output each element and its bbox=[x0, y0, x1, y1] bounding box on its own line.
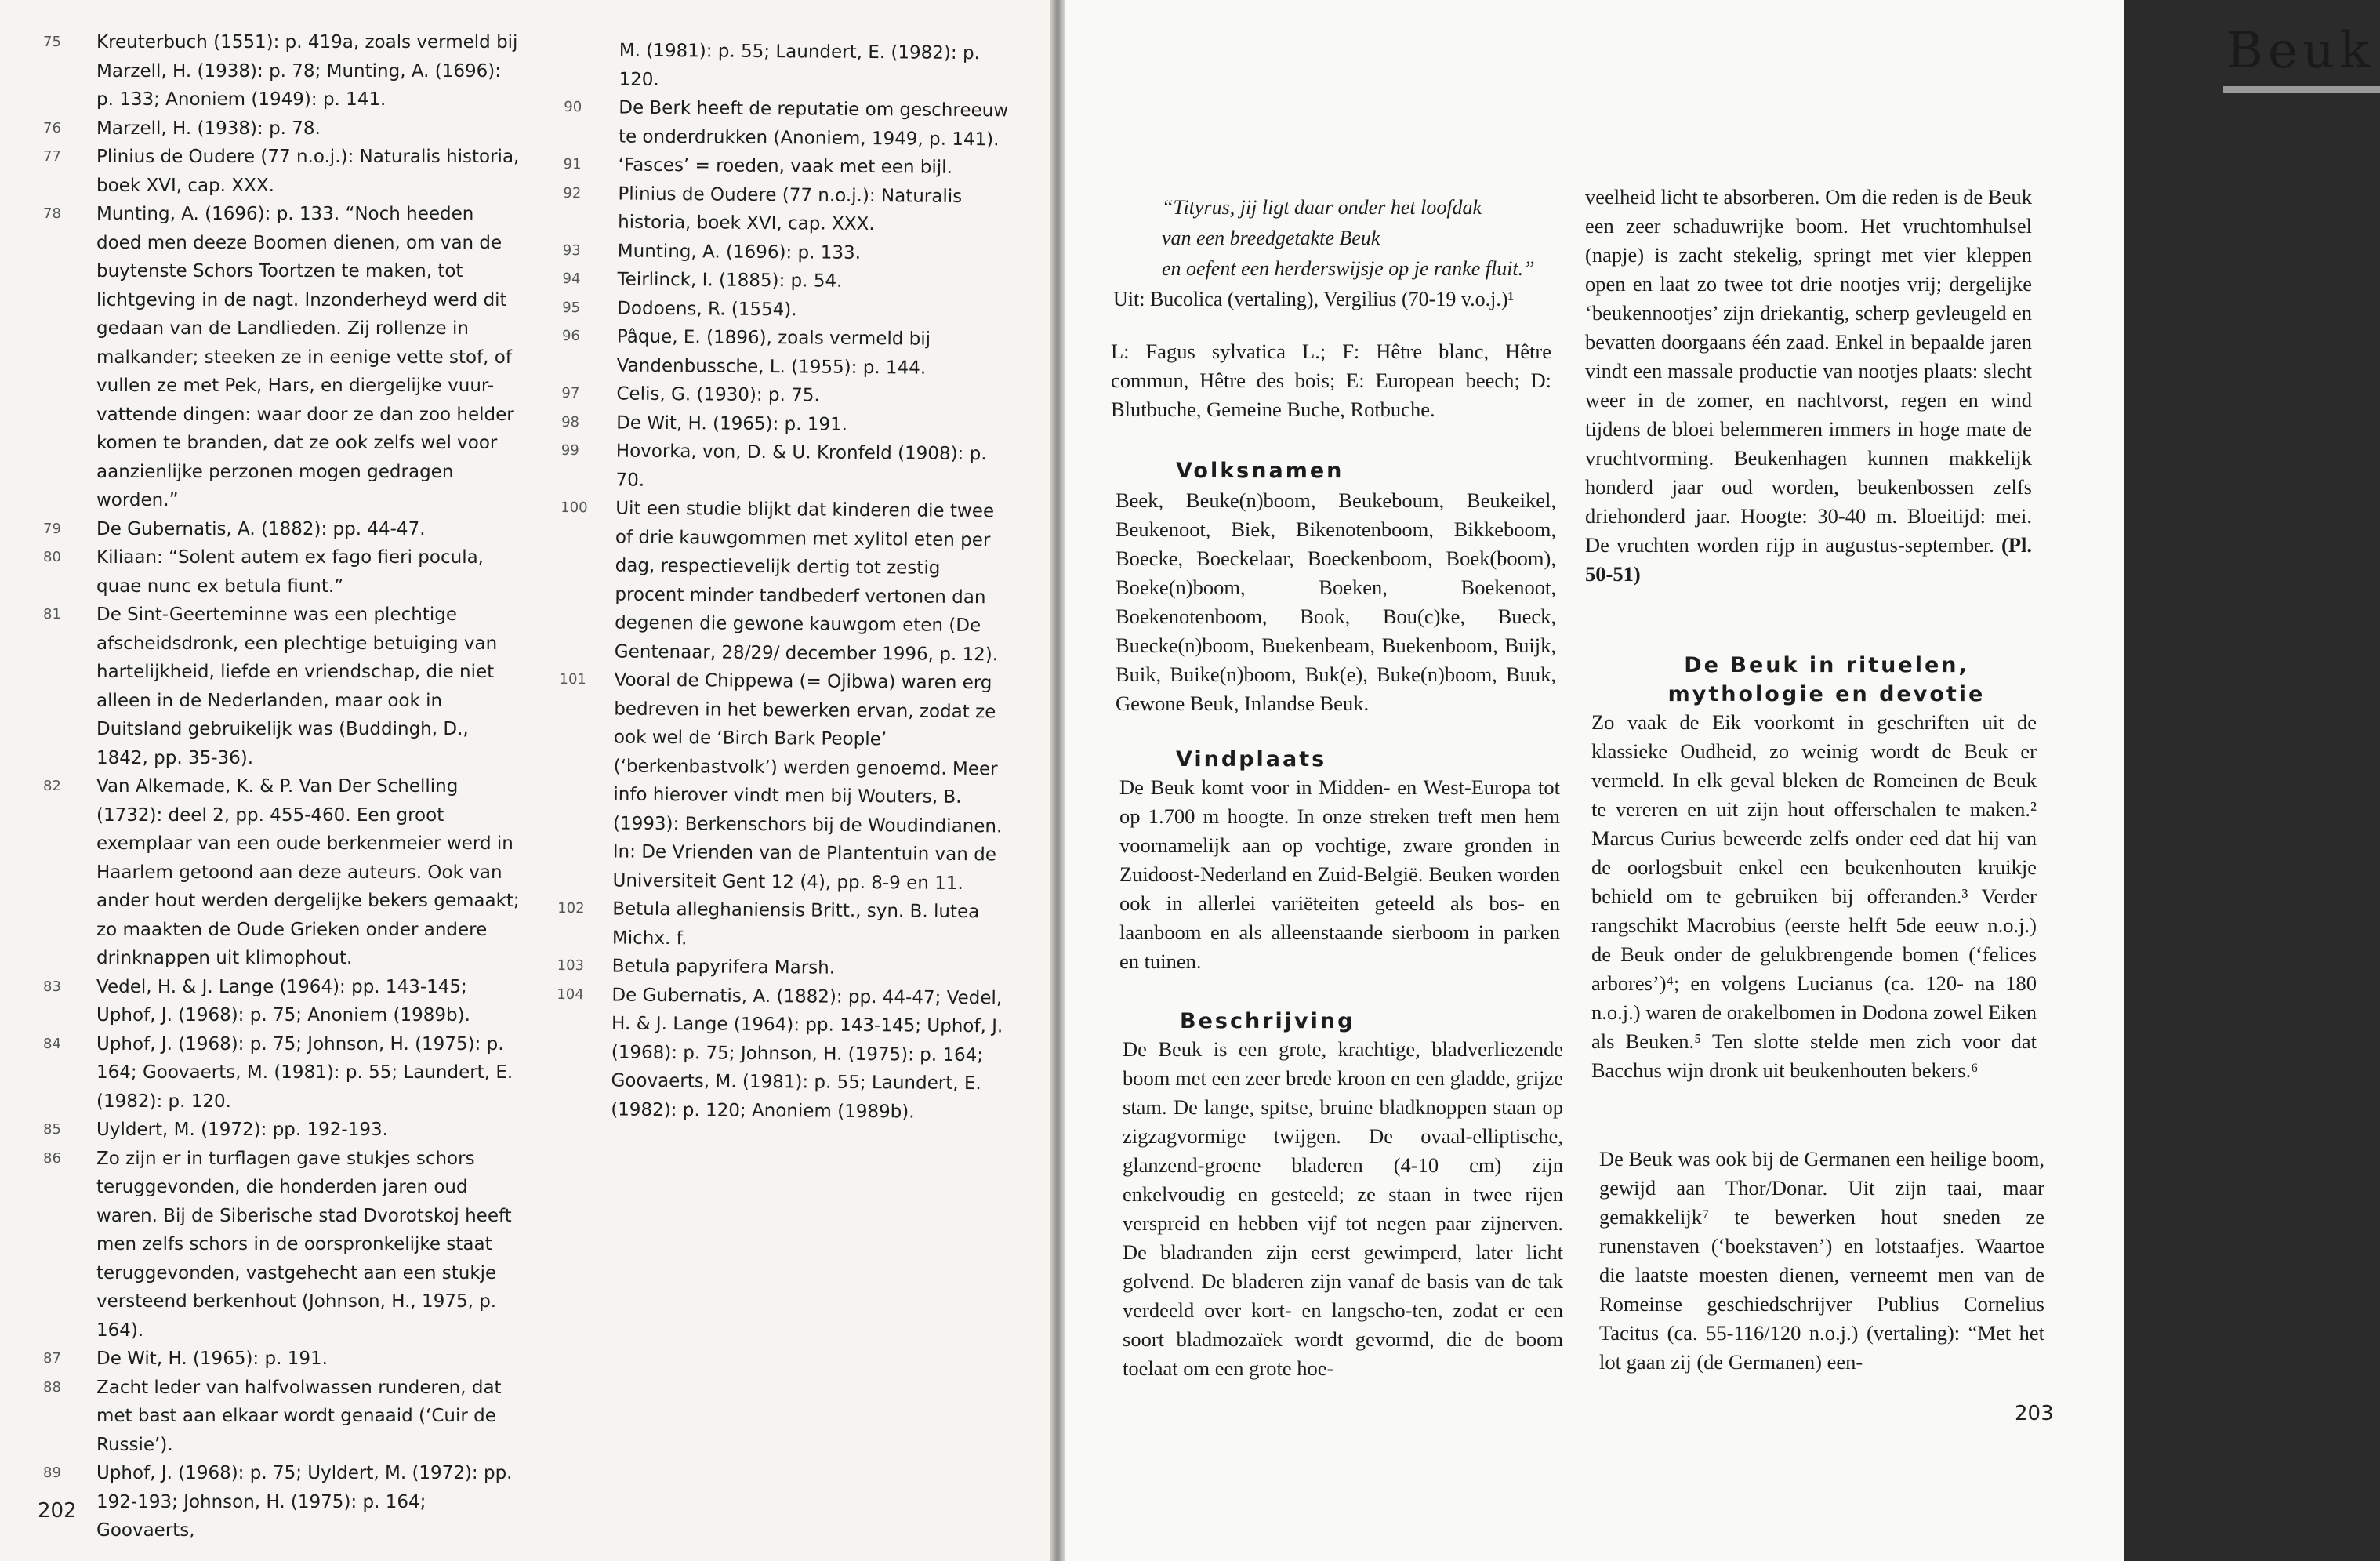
page-number-right: 203 bbox=[2015, 1402, 2054, 1425]
book-gutter bbox=[1050, 0, 1065, 1561]
footnote-number: 97 bbox=[561, 384, 580, 402]
epigraph-line: en oefent een herderswijsje op je ranke fluit.” bbox=[1162, 257, 1535, 280]
footnote-number: 104 bbox=[557, 986, 584, 1003]
footnote-number: 95 bbox=[562, 299, 581, 316]
footnote bbox=[43, 543, 521, 601]
volksnamen-text: Beek, Beuke(n)boom, Beukeboum, Beukeikel, Beukenoot, Biek, Bikenotenboom, Bikkeboom, Boecke, Boeckelaar, Boeckenboom, Boek(boom), Boeke(n)boom, Boeken, Boekenoot, Boekenotenboom, Book, Bou(c)ke, Bueck, Buecke(n)boom, Buekenbeam, Buekenboom, Buijk, Buik, Buike(n)boom, Buk(e), Buke(n)boom, Buuk, Gewone Beuk, Inlandse Beuk. bbox=[1116, 488, 1556, 715]
footnote-text: De Sint-Geerteminne was een plechtige afscheidsdronk, een plechtige betuiging van hartelijkheid, liefde en vriendschap, die niet alleen in de Nederlanden, maar ook in Duitsland gebruikelijk was (Buddingh, D., 1842, pp. 35-36). bbox=[96, 604, 498, 768]
footnote-text: De Gubernatis, A. (1882): pp. 44-47. bbox=[96, 518, 426, 539]
footnote-number: 102 bbox=[557, 899, 585, 917]
title-underline bbox=[2223, 86, 2380, 93]
volksnamen-text-block bbox=[1116, 486, 1556, 718]
vindplaats-text: De Beuk komt voor in Midden- en West-Europa tot op 1.700 m hoogte. In onze streken treft men hem voornamelijk aan op vochtige, zware gronden in Zuidoost-Nederland en Zuid-België. Beuken worden ook in allerlei variëteiten geteeld als bos- en laanboom en als alleenstaande sierboom in parken en tuinen. bbox=[1119, 775, 1560, 973]
section-heading-rituelen bbox=[1646, 651, 2007, 709]
epigraph-line: “Tityrus, jij ligt daar onder het loofdak bbox=[1162, 196, 1482, 219]
footnote-text: Vedel, H. & J. Lange (1964): pp. 143-145; Uphof, J. (1968): p. 75; Anoniem (1989b). bbox=[96, 976, 470, 1026]
footnote-text: Uphof, J. (1968): p. 75; Johnson, H. (1975): p. 164; Goovaerts, M. (1981): p. 55; Laundert, E. (1982): p. 120. bbox=[96, 1033, 513, 1112]
section-heading-line: De Beuk in rituelen, bbox=[1684, 653, 1969, 677]
footnote bbox=[43, 515, 521, 544]
footnote-number: 84 bbox=[43, 1035, 61, 1052]
footnote-text: De Gubernatis, A. (1882): pp. 44-47; Vedel, H. & J. Lange (1964): pp. 143-145; Uphof, J. (1968): p. 75; Johnson, H. (1975): p. 164; Goovaerts, M. (1981): p. 55; Laundert, E. (1982): p. 120; Anoniem (1989b). bbox=[611, 984, 1003, 1123]
footnote-number: 75 bbox=[43, 34, 61, 50]
footnote-number: 80 bbox=[43, 549, 61, 565]
footnote-text: Van Alkemade, K. & P. Van Der Schelling (1732): deel 2, pp. 455-460. Een groot exemplaar van een oude berkenmeier werd in Haarlem getoond aan deze auteurs. Ook van ander hout werden dergelijke bekers gemaakt; zo maakten de Oude Grieken onder andere drinknappen uit klimophout. bbox=[96, 776, 520, 968]
footnote-text: Munting, A. (1696): p. 133. “Noch heeden doed men deeze Boomen dienen, om van de buytenste Schors Toortzen te maken, tot lichtgeving in de nagt. Inzonderheyd werd dit gedaan van de Landlieden. Zij rollenze in malkander; steeken ze in eenige vette stof, of vullen ze met Pek, Hars, en diergelijke vuur-vattende dingen: waar door ze dan zoo helder komen te branden, dat ze ook zelfs wel voor aanzienlijke perzonen mogen gedragen worden.” bbox=[96, 204, 514, 510]
footnote-text: Zo zijn er in turflagen gave stukjes schors teruggevonden, die honderden jaren oud waren. Bij de Siberische stad Dvorotskoj heeft men zelfs schors in de oorspronkelijke staat teruggevonden, vastgehecht aan een stukje versteend berkenhout (Johnson, H., 1975, p. 164). bbox=[96, 1148, 512, 1341]
footnote bbox=[559, 895, 1007, 955]
footnote bbox=[557, 980, 1005, 1127]
footnote-text: Vooral de Chippewa (= Ojibwa) waren erg bedreven in het bewerken ervan, zodat ze ook wel de ‘Birch Bark People’ (‘berkenbastvolk’) werden genoemd. Meer info hierover vindt men bij Wouters, B. (1993): Berkenschors bij de Woudindianen. In: De Vrienden van de Plantentuin van de Universiteit Gent 12 (4), pp. 8-9 en 11. bbox=[612, 670, 1003, 894]
footnote-text: Betula papyrifera Marsh. bbox=[611, 956, 836, 978]
footnote-text: Plinius de Oudere (77 n.o.j.): Naturalis historia, boek XVI, cap. XXX. bbox=[96, 147, 520, 196]
footnote-text: Kiliaan: “Solent autem ex fago fieri pocula, quae nunc ex betula fiunt.” bbox=[96, 547, 484, 597]
footnote-text: De Wit, H. (1965): p. 191. bbox=[96, 1349, 328, 1369]
epigraph bbox=[1113, 192, 1552, 314]
beschrijving-text: De Beuk is een grote, krachtige, bladverliezende boom met een zeer brede kroon en een gladde, grijze stam. De lange, spitse, bruine bladknoppen staan op zigzagvormige twijgen. De ovaal-elliptische, glanzend-groene bladeren (4-10 cm) zijn enkelvoudig en gesteeld; ze staan in twee rijen verspreid en hebben vijf tot negen paar zijnerven. De bladranden zijn eerst gewimperd, later licht golvend. De bladeren zijn vanaf de basis van de tak verdeeld over kort- en langscho-ten, zodat er een soort bladmozaïek wordt gevormd, die de boom toelaat om een grote hoe- bbox=[1123, 1037, 1563, 1380]
footnote-number: 83 bbox=[43, 978, 61, 995]
footnote bbox=[43, 200, 521, 515]
footnote bbox=[43, 772, 521, 973]
footnote bbox=[565, 93, 1013, 154]
footnote-text: Teirlinck, I. (1885): p. 54. bbox=[617, 269, 843, 292]
footnote bbox=[43, 28, 521, 114]
footnote-text: Uyldert, M. (1972): pp. 192-193. bbox=[96, 1120, 388, 1140]
footnote-text: Celis, G. (1930): p. 75. bbox=[616, 383, 820, 406]
latin-names bbox=[1111, 337, 1551, 424]
latin-names-text: L: Fagus sylvatica L.; F: Hêtre blanc, Hêtre commun, Hêtre des bois; E: European beech; D: Blutbuche, Gemeine Buche, Rotbuche. bbox=[1111, 339, 1551, 421]
footnote-text: Betula alleghaniensis Britt., syn. B. lutea Michx. f. bbox=[611, 898, 980, 949]
footnote-number: 82 bbox=[43, 778, 61, 794]
footnote bbox=[43, 1145, 521, 1345]
footnote-text: Munting, A. (1696): p. 133. bbox=[617, 241, 862, 263]
footnote-number: 92 bbox=[563, 184, 582, 201]
footnote-text: M. (1981): p. 55; Laundert, E. (1982): p. 120. bbox=[619, 40, 981, 90]
footnote bbox=[559, 666, 1007, 898]
footnote-text: Plinius de Oudere (77 n.o.j.): Naturalis historia, boek XVI, cap. XXX. bbox=[618, 183, 963, 235]
footnote bbox=[561, 494, 1010, 669]
plate-reference: (Pl. 50-51) bbox=[1585, 533, 2033, 586]
beschrijving-continued-text: veelheid licht te absorberen. Om die reden is de Beuk een zeer schaduwrijke boom. Het vruchtomhulsel (napje) is zacht stekelig, springt met vier kleppen open en laat zo twee tot drie nootjes vrij; dergelijke ‘beukennootjes’ zijn driekantig, scherp gevleugeld en bevatten doorgaans één zaad. Enkel in bepaalde jaren vindt een massale productie van nootjes plaats: slecht weer in de zomer, en nachtvorst, regen en wind tijdens de bloei belemmeren immers in hoge mate de vruchtvorming. Beukenhagen kunnen makkelijk honderd jaar oud worden, beukenbossen zelfs driehonderd jaar. Hoogte: 30-40 m. Bloeitijd: mei. De vruchten worden rijp in augustus-september. bbox=[1585, 185, 2032, 557]
footnote-text: Zacht leder van halfvolwassen runderen, dat met bast aan elkaar wordt genaaid (‘Cuir de Russie’). bbox=[96, 1377, 502, 1455]
rituelen-paragraph-2 bbox=[1599, 1145, 2044, 1377]
footnotes-column-2 bbox=[557, 36, 1013, 1127]
footnote-text: Pâque, E. (1896), zoals vermeld bij Vandenbussche, L. (1955): p. 144. bbox=[616, 326, 931, 379]
footnote-number: 101 bbox=[559, 670, 586, 688]
footnote-text: De Berk heeft de reputatie om geschreeuw te onderdrukken (Anoniem, 1949, p. 141). bbox=[618, 97, 1009, 150]
footnote bbox=[564, 236, 1011, 268]
footnote bbox=[43, 143, 521, 200]
rituelen-text: De Beuk was ook bij de Germanen een heilige boom, gewijd aan Thor/Donar. Uit zijn taai, maar gemakkelijk⁷ te bewerken hout sneden ze runenstaven (‘boekstaven’) en lotstaafjes. Waartoe die laatste moesten dienen, verneemt men van de Romeinse geschiedschrijver Publius Cornelius Tacitus (ca. 55-116/120 n.o.j.) (vertaling): “Met het lot gaan zij (de Germanen) een- bbox=[1599, 1147, 2044, 1374]
footnotes-column-1 bbox=[43, 28, 521, 1545]
footnote-number: 87 bbox=[43, 1350, 61, 1367]
footnote-number: 85 bbox=[43, 1121, 61, 1138]
footnote-number: 96 bbox=[561, 327, 580, 345]
footnote bbox=[43, 1374, 521, 1460]
footnote bbox=[43, 1345, 521, 1374]
footnote-number: 103 bbox=[557, 957, 585, 975]
footnote bbox=[561, 322, 1011, 383]
footnote bbox=[559, 952, 1006, 984]
footnote bbox=[564, 179, 1012, 239]
footnote bbox=[565, 36, 1013, 96]
footnote-number: 93 bbox=[562, 241, 581, 259]
footnote-text: Uit een studie blijkt dat kinderen die twee of drie kauwgommen met xylitol eten per dag, respectievelijk dertig tot zestig procent minder tandbederf vertonen dan degenen die gewone kauwgom eten (De Gentenaar, 28/29/ december 1996, p. 12). bbox=[614, 498, 999, 665]
page-number-left: 202 bbox=[38, 1499, 77, 1523]
footnote-text: Hovorka, von, D. & U. Kronfeld (1908): p. 70. bbox=[615, 441, 987, 491]
footnote-number: 90 bbox=[564, 98, 582, 116]
footnote bbox=[43, 114, 521, 143]
footnote bbox=[43, 1116, 521, 1145]
epigraph-line: van een breedgetakte Beuk bbox=[1162, 227, 1380, 249]
footnote-number: 76 bbox=[43, 119, 61, 136]
footnote-number: 79 bbox=[43, 520, 61, 537]
footnote-text: Uphof, J. (1968): p. 75; Uyldert, M. (1972): pp. 192-193; Johnson, H. (1975): p. 164; Goovaerts, bbox=[96, 1463, 513, 1541]
footnote-number: 89 bbox=[43, 1465, 61, 1481]
footnote-number: 88 bbox=[43, 1378, 61, 1396]
footnote bbox=[565, 151, 1012, 183]
rituelen-paragraph-1 bbox=[1591, 708, 2037, 1085]
beschrijving-continued-paragraph bbox=[1585, 183, 2032, 589]
footnote-text: De Wit, H. (1965): p. 191. bbox=[616, 412, 848, 435]
rituelen-text: Zo vaak de Eik voorkomt in geschriften uit de klassieke Oudheid, zo weinig wordt de Beuk er vermeld. In elk geval bleken de Romeinen de Beuk te vereren en uit zijn hout offerschalen te maken.² Marcus Curius beweerde zelfs onder eed dat hij van de oorlogsbuit enkel een beukenhouten kruikje behield om te gebruiken bij offeranden.³ Verder rangschikt Macrobius (eerste helft 5de eeuw n.o.j.) de Beuk onder de gelukbrengende bomen (‘felices arbores’)⁴; en volgens Lucianus (ca. 120- na 180 n.o.j.) waren de orakelbomen in Dodona zowel Eiken als Beuken.⁵ Ten slotte stelde men zich voor dat Bacchus wijn dronk uit beukenhouten bekers.⁶ bbox=[1591, 710, 2037, 1082]
section-heading-line: mythologie en devotie bbox=[1667, 682, 1986, 706]
footnote-text: Kreuterbuch (1551): p. 419a, zoals vermeld bij Marzell, H. (1938): p. 78; Munting, A. (1696): p. 133; Anoniem (1949): p. 141. bbox=[96, 32, 518, 110]
footnote bbox=[563, 408, 1010, 440]
footnote-number: 91 bbox=[563, 155, 582, 173]
vindplaats-text-block bbox=[1119, 773, 1560, 976]
footnote bbox=[562, 437, 1010, 497]
chapter-title: Beuk bbox=[2226, 22, 2375, 80]
footnote-number: 98 bbox=[561, 413, 580, 430]
left-page bbox=[0, 0, 1050, 1561]
footnote-number: 94 bbox=[562, 270, 581, 288]
footnote-text: ‘Fasces’ = roeden, vaak met een bijl. bbox=[618, 154, 953, 178]
footnote-number: 81 bbox=[43, 606, 61, 623]
section-heading-vindplaats: Vindplaats bbox=[1176, 747, 1327, 771]
beschrijving-continued bbox=[1585, 183, 2032, 589]
footnote bbox=[43, 1459, 521, 1545]
footnote-text: Marzell, H. (1938): p. 78. bbox=[96, 118, 321, 139]
footnote bbox=[564, 265, 1010, 297]
footnote bbox=[564, 293, 1010, 325]
footnote-number: 78 bbox=[43, 205, 61, 222]
footnote bbox=[43, 601, 521, 772]
footnote bbox=[43, 1030, 521, 1116]
footnote-text: Dodoens, R. (1554). bbox=[617, 298, 797, 320]
section-heading-beschrijving: Beschrijving bbox=[1180, 1009, 1355, 1033]
footnote bbox=[43, 973, 521, 1030]
beschrijving-text-block bbox=[1123, 1035, 1563, 1383]
footnote-number: 77 bbox=[43, 148, 61, 165]
section-heading-volksnamen: Volksnamen bbox=[1176, 459, 1344, 483]
footnote bbox=[563, 379, 1010, 412]
footnote-number: 86 bbox=[43, 1149, 61, 1167]
footnote-number: 100 bbox=[561, 499, 588, 517]
footnote-number: 99 bbox=[561, 441, 579, 459]
epigraph-source: Uit: Bucolica (vertaling), Vergilius (70-19 v.o.j.)¹ bbox=[1113, 288, 1515, 310]
